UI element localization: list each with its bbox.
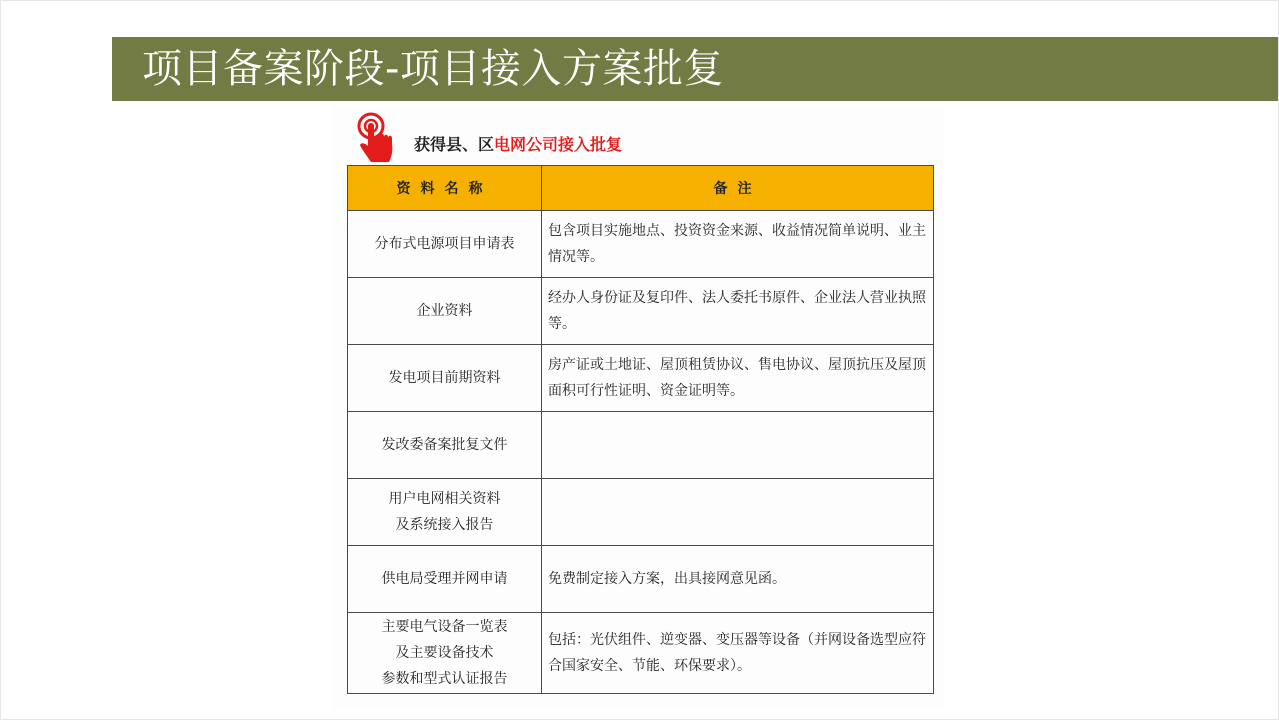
- row-name: [348, 211, 542, 278]
- row-name-line: 主要电气设备一览表: [381, 619, 508, 635]
- hand-pointer-icon: [355, 112, 395, 164]
- row-name-line: 及主要设备技术: [395, 645, 494, 661]
- subtitle-highlight: 电网公司接入批复: [494, 135, 623, 154]
- row-name-line: 参数和型式认证报告: [381, 671, 508, 687]
- row-name: [348, 613, 542, 694]
- row-note: [542, 479, 934, 546]
- row-name-line: 发电项目前期资料: [388, 370, 501, 386]
- table-header-row: [348, 166, 934, 211]
- row-name: [348, 412, 542, 479]
- row-name-line: 分布式电源项目申请表: [374, 236, 515, 252]
- row-note: 包含项目实施地点、投资资金来源、收益情况简单说明、业主情况等。: [542, 211, 934, 278]
- row-note: 房产证或土地证、屋顶租赁协议、售电协议、屋顶抗压及屋顶面积可行性证明、资金证明等。: [542, 345, 934, 412]
- row-name-line: 企业资料: [416, 303, 473, 319]
- table-row: [348, 479, 934, 546]
- table-row: [348, 278, 934, 345]
- table-row: [348, 211, 934, 278]
- header-material-name: 资料名称: [348, 166, 542, 211]
- row-name: [348, 479, 542, 546]
- section-subtitle: [414, 134, 622, 156]
- row-name-line: 及系统接入报告: [395, 517, 494, 533]
- table-row: [348, 412, 934, 479]
- row-name-line: 用户电网相关资料: [388, 491, 501, 507]
- row-name: [348, 546, 542, 613]
- row-name: [348, 278, 542, 345]
- row-name: [348, 345, 542, 412]
- slide-title: 项目备案阶段-项目接入方案批复: [142, 46, 724, 92]
- table-row: [348, 546, 934, 613]
- documents-table: [347, 165, 934, 694]
- table-row: [348, 613, 934, 694]
- row-name-line: 发改委备案批复文件: [381, 437, 508, 453]
- row-note: 包括：光伏组件、逆变器、变压器等设备（并网设备选型应符合国家安全、节能、环保要求）。: [542, 613, 934, 694]
- row-note: 免费制定接入方案，出具接网意见函。: [542, 546, 934, 613]
- table-row: [348, 345, 934, 412]
- row-note: [542, 412, 934, 479]
- row-name-line: 供电局受理并网申请: [381, 571, 508, 587]
- header-remarks: 备注: [542, 166, 934, 211]
- subtitle-prefix: 获得县、区: [414, 135, 495, 154]
- title-bar: [112, 37, 1278, 101]
- row-note: 经办人身份证及复印件、法人委托书原件、企业法人营业执照等。: [542, 278, 934, 345]
